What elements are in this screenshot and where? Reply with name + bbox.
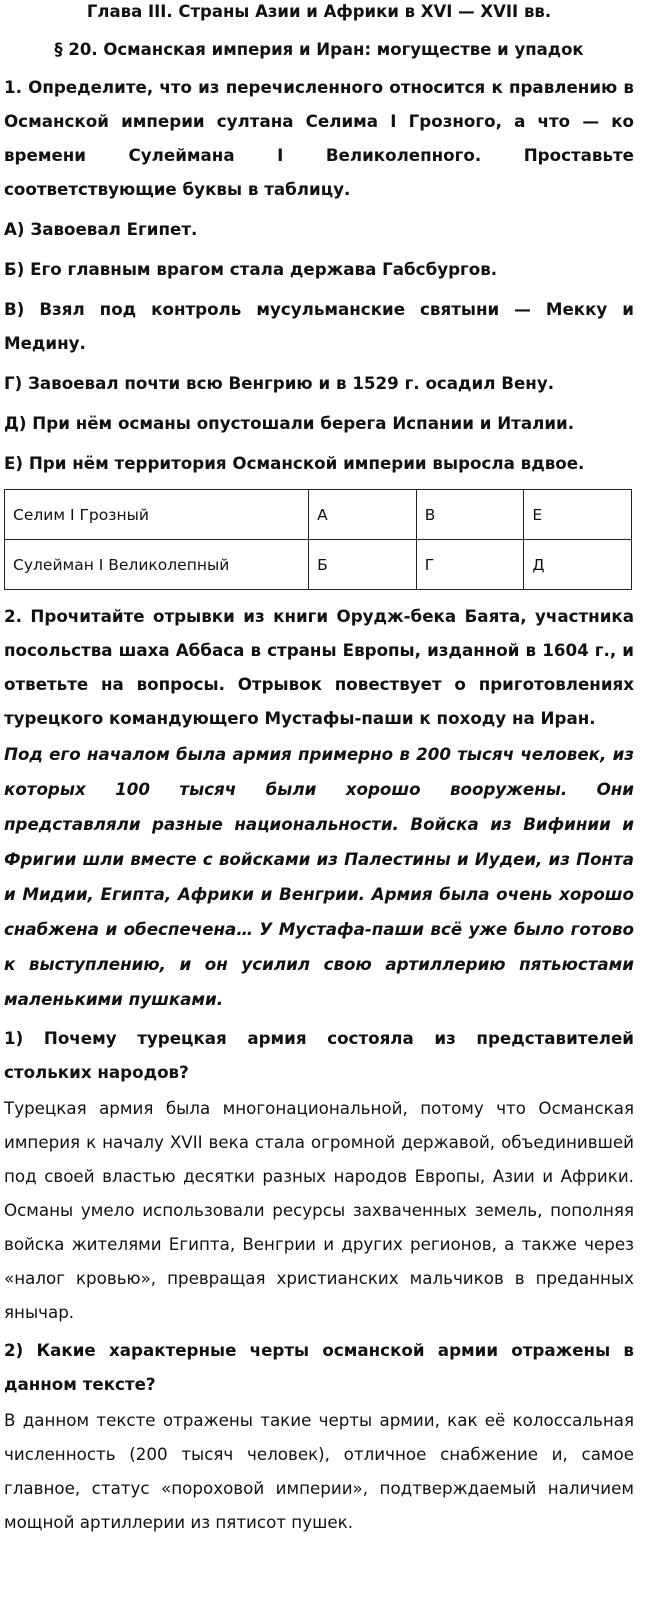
ruler-table	[4, 489, 632, 590]
letter-cell: Д	[524, 540, 632, 590]
task1-item-b: Б) Его главным врагом стала держава Габсбургов.	[4, 259, 498, 279]
chapter-title: Глава III. Страны Азии и Африки в XVI — XVII вв.	[86, 2, 552, 21]
ruler-name-cell: Сулейман I Великолепный	[5, 540, 309, 590]
letter-cell: Е	[524, 490, 632, 540]
task1-item-g: Г) Завоевал почти всю Венгрию и в 1529 г. осадил Вену.	[4, 373, 555, 393]
ruler-name-cell: Селим I Грозный	[5, 490, 309, 540]
table-row	[5, 490, 632, 540]
letter-cell: В	[416, 490, 524, 540]
task1-item-a: А) Завоевал Египет.	[4, 219, 198, 239]
task1-question: 1. Определите, что из перечисленного относится к правлению в Османской империи султана Селима I Грозного, а что — ко времени Сулеймана I Великолепного. Проставьте соответствующие буквы в таблицу.	[4, 77, 634, 199]
letter-cell: Б	[309, 540, 417, 590]
task2-quote: Под его началом была армия примерно в 200 тысяч человек, из которых 100 тысяч были хорошо вооружены. Они представляли разные национальности. Войска из Вифинии и Фригии шли вместе с войсками из Палестины и Иудеи, из Понта и Мидии, Египта, Африки и Венгрии. Армия была очень хорошо снабжена и обеспечена… У Мустафа-паши всё уже было готово к выступлению, и он усилил свою артиллерию пятьюстами маленькими пушками.	[4, 744, 634, 1009]
task1-item-v: В) Взял под контроль мусульманские святыни — Мекку и Медину.	[4, 299, 634, 353]
task1-item-d: Д) При нём османы опустошали берега Испании и Италии.	[4, 413, 575, 433]
section-title: § 20. Османская империя и Иран: могуществе и упадок	[54, 40, 584, 59]
table-row	[5, 540, 632, 590]
task2-answer-1: Турецкая армия была многонациональной, потому что Османская империя к началу XVII века стала огромной державой, объединившей под своей властью десятки разных народов Европы, Азии и Африки. Османы умело использовали ресурсы захваченных земель, пополняя войска жителями Египта, Венгрии и других регионов, а также через «налог кровью», превращая христианских мальчиков в преданных янычар.	[4, 1098, 634, 1322]
document-page	[4, 0, 634, 1539]
task2-subquestion-2: 2) Какие характерные черты османской армии отражены в данном тексте?	[4, 1340, 634, 1394]
task2-answer-2: В данном тексте отражены такие черты армии, как её колоссальная численность (200 тысяч человек), отличное снабжение и, самое главное, статус «пороховой империи», подтверждаемый наличием мощной артиллерии из пятисот пушек.	[4, 1410, 634, 1532]
task2-question: 2. Прочитайте отрывки из книги Орудж-бека Баята, участника посольства шаха Аббаса в страны Европы, изданной в 1604 г., и ответьте на вопросы. Отрывок повествует о приготовлениях турецкого командующего Мустафы-паши к походу на Иран.	[4, 606, 634, 728]
task2-subquestion-1: 1) Почему турецкая армия состояла из представителей стольких народов?	[4, 1028, 634, 1082]
letter-cell: А	[309, 490, 417, 540]
task1-item-e: Е) При нём территория Османской империи выросла вдвое.	[4, 453, 585, 473]
letter-cell: Г	[416, 540, 524, 590]
